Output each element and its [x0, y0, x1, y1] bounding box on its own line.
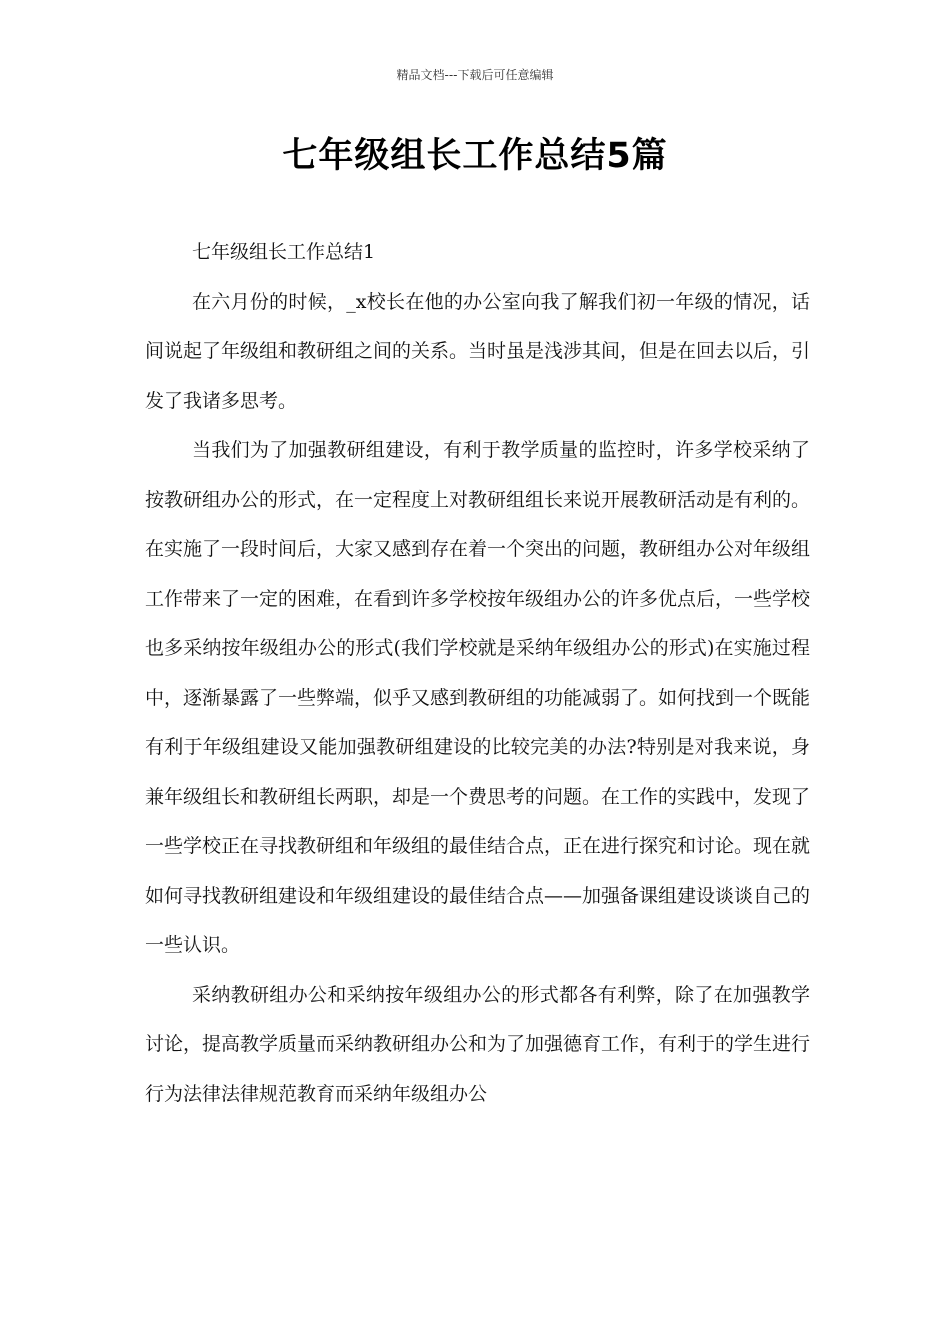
paragraph-1: 在六月份的时候，_x校长在他的办公室向我了解我们初一年级的情况，话间说起了年级组和教研组之间的关系。当时虽是浅涉其间，但是在回去以后，引发了我诸多思考。 — [145, 290, 811, 412]
paragraph-2: 当我们为了加强教研组建设，有利于教学质量的监控时，许多学校采纳了按教研组办公的形式，在一定程度上对教研组组长来说开展教研活动是有利的。在实施了一段时间后，大家又感到存在着一个突出的问题，教研组办公对年级组工作带来了一定的困难，在看到许多学校按年级组办公的许多优点后，一些学校也多采纳按年级组办公的形式(我们学校就是采纳年级组办公的形式)在实施过程中，逐渐暴露了一些弊端，似乎又感到教研组的功能减弱了。如何找到一个既能有利于年级组建设又能加强教研组建设的比较完美的办法?特别是对我来说，身兼年级组长和教研组长两职，却是一个费思考的问题。在工作的实践中，发现了一些学校正在寻找教研组和年级组的最佳结合点，正在进行探究和讨论。现在就如何寻找教研组建设和年级组建设的最佳结合点——加强备课组建设谈谈自己的一些认识。 — [145, 439, 811, 956]
header-note: 精品文档---下载后可任意编辑 — [396, 68, 554, 82]
paragraph-3: 采纳教研组办公和采纳按年级组办公的形式都各有利弊，除了在加强教学讨论，提高教学质量而采纳教研组办公和为了加强德育工作，有利于的学生进行行为法律法律规范教育而采纳年级组办公 — [145, 983, 811, 1105]
section-heading: 七年级组长工作总结1 — [192, 241, 376, 263]
document-body — [145, 228, 810, 1119]
document-title: 七年级组长工作总结5篇 — [282, 136, 668, 176]
